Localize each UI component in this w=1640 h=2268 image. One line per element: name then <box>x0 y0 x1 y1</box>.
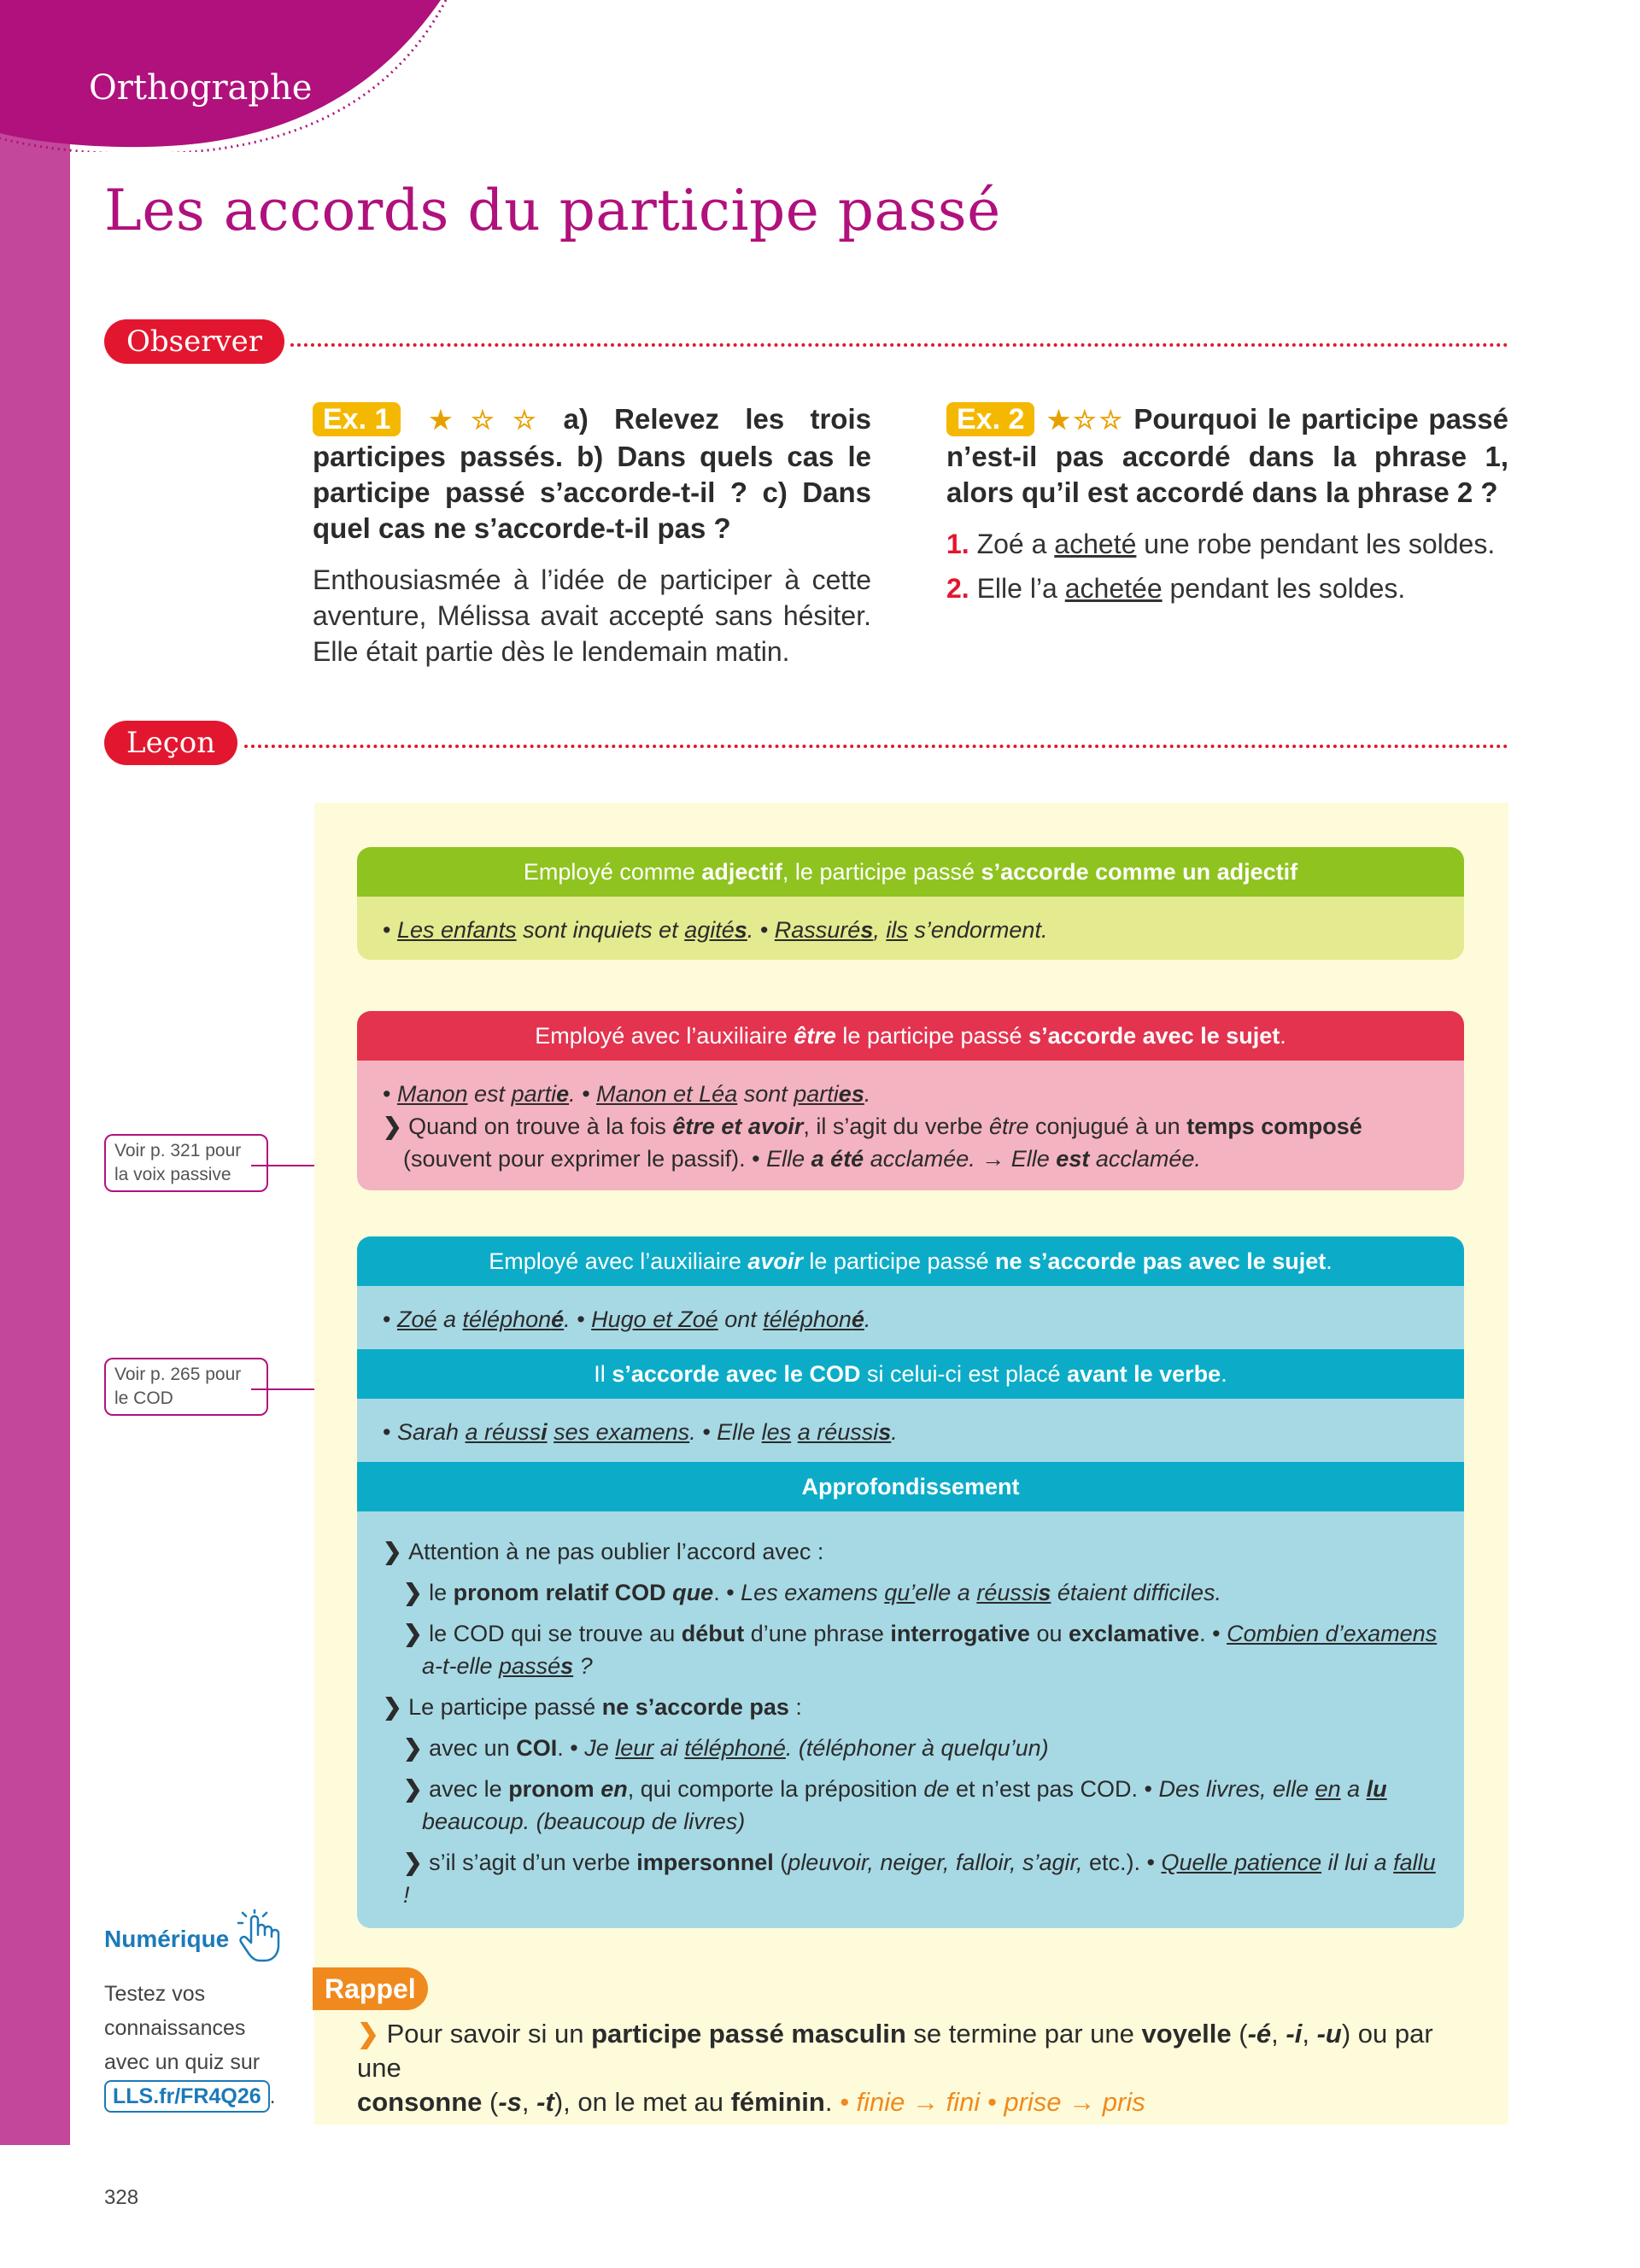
exercise-1-text: Enthousiasmée à l’idée de participer à cette aventure, Mélissa avait accepté sans hésiter. Elle était partie dès le lendemain matin. <box>313 564 871 667</box>
rappel-examples: • finie → fini • prise → pris <box>832 2087 1145 2117</box>
appro-line-3-cont: a-t-elle passés ? <box>422 1653 593 1679</box>
chevron-right-icon: ❯ <box>403 1580 430 1605</box>
lecon-divider <box>244 745 1508 748</box>
chevron-right-icon: ❯ <box>383 1694 409 1720</box>
appro-line-7: ❯ s’il s’agit d’un verbe impersonnel (pleuvoir, neiger, falloir, s’agir, etc.). • Quelle patience il lui a fallu ! <box>403 1850 1436 1908</box>
rule-adjectif <box>357 847 1464 960</box>
rappel-text: ❯ Pour savoir si un participe passé masculin se termine par une voyelle (-é, -i, -u) ou par une consonne (-s, -t), on le met au féminin. • finie → fini • prise → pris <box>357 2019 1433 2117</box>
observer-heading: Observer <box>104 319 284 364</box>
appro-line-4: ❯ Le participe passé ne s’accorde pas : <box>383 1694 802 1720</box>
chevron-right-icon: ❯ <box>403 1735 430 1761</box>
chevron-right-icon: ❯ <box>403 1776 430 1802</box>
chevron-right-icon: ❯ <box>403 1850 430 1875</box>
rule-adjectif-example: • Les enfants sont inquiets et agités. • Rassurés, ils s’endorment. <box>357 897 1464 960</box>
appro-line-3: ❯ le COD qui se trouve au début d’une phrase interrogative ou exclamative. • Combien d’examens <box>403 1621 1438 1646</box>
side-note-cod[interactable]: Voir p. 265 pour le COD <box>104 1358 268 1416</box>
rule-cod-example: • Sarah a réussi ses examens. • Elle les a réussis. <box>357 1399 1464 1462</box>
exercise-2-sentences <box>946 526 1508 606</box>
exercise-2-badge: Ex. 2 <box>946 402 1034 436</box>
appro-line-1: ❯ Attention à ne pas oublier l’accord avec : <box>383 1539 824 1564</box>
rule-etre-title: Employé avec l’auxiliaire être le participe passé s’accorde avec le sujet. <box>357 1011 1464 1061</box>
rule-etre-note-cont: (souvent pour exprimer le passif). • Elle a été acclamée. → Elle est acclamée. <box>403 1146 1201 1172</box>
side-note-voix-passive[interactable]: Voir p. 321 pour la voix passive <box>104 1134 268 1192</box>
chevron-right-icon: ❯ <box>383 1539 409 1564</box>
exercise-1 <box>313 401 871 669</box>
section-label: Orthographe <box>89 68 313 108</box>
chevron-right-icon: ❯ <box>357 2019 387 2049</box>
rule-etre-note: ❯ Quand on trouve à la fois être et avoir, il s’agit du verbe être conjugué à un temps composé <box>383 1114 1362 1139</box>
page-title: Les accords du participe passé <box>104 178 1001 243</box>
appro-line-6: ❯ avec le pronom en, qui comporte la préposition de et n’est pas COD. • Des livres, elle en a lu <box>403 1776 1387 1802</box>
numerique-block <box>104 1909 309 2113</box>
rule-avoir-title: Employé avec l’auxiliaire avoir le participe passé ne s’accorde pas avec le sujet. <box>357 1236 1464 1286</box>
numerique-title: Numérique <box>104 1925 230 1952</box>
page-number: 328 <box>104 2186 139 2209</box>
sentence-1: 1. Zoé a acheté une robe pendant les soldes. <box>946 529 1496 559</box>
side-note-connector <box>251 1388 314 1390</box>
pointer-hand-icon <box>236 1909 284 1968</box>
lecon-heading: Leçon <box>104 721 237 765</box>
exercise-2-question <box>946 401 1508 511</box>
quiz-link[interactable]: LLS.fr/FR4Q26 <box>104 2080 270 2113</box>
appro-line-5: ❯ avec un COI. • Je leur ai téléphoné. (téléphoner à quelqu’un) <box>403 1735 1049 1761</box>
star-icon: ★☆☆ <box>1045 406 1126 435</box>
exercise-2-question-text: Pourquoi le participe passé n’est-il pas accordé dans la phrase 1, alors qu’il est accordé dans la phrase 2 ? <box>946 403 1508 508</box>
approfondissement-title: Approfondissement <box>357 1462 1464 1511</box>
exercise-1-question <box>313 401 871 547</box>
exercise-2 <box>946 401 1508 606</box>
margin-bar <box>0 0 70 2145</box>
exercise-1-question-text: a) Relevez les trois participes passés. b) Dans quels cas le participe passé s’accorde-t-il ? c) Dans quel cas ne s’accorde-t-il pas ? <box>313 403 871 544</box>
chevron-right-icon: ❯ <box>383 1114 409 1139</box>
rule-avoir <box>357 1236 1464 1928</box>
rule-adjectif-title: Employé comme adjectif, le participe passé s’accorde comme un adjectif <box>357 847 1464 897</box>
rule-etre <box>357 1011 1464 1190</box>
sentence-2: 2. Elle l’a achetée pendant les soldes. <box>946 573 1406 604</box>
rule-avoir-example: • Zoé a téléphoné. • Hugo et Zoé ont téléphoné. <box>357 1286 1464 1349</box>
rappel-tag: Rappel <box>313 1967 428 2010</box>
exercise-1-badge: Ex. 1 <box>313 402 401 436</box>
numerique-text: Testez vos connaissances avec un quiz sur LLS.fr/FR4Q26 . <box>104 1977 309 2113</box>
side-note-connector <box>251 1165 314 1166</box>
appro-line-2: ❯ le pronom relatif COD que. • Les examens qu’elle a réussis étaient difficiles. <box>403 1580 1222 1605</box>
star-icon: ★☆☆ <box>411 406 555 435</box>
appro-line-6-cont: beaucoup. (beaucoup de livres) <box>422 1809 746 1834</box>
rule-cod-title: Il s’accorde avec le COD si celui-ci est placé avant le verbe. <box>357 1349 1464 1399</box>
rule-etre-body <box>357 1061 1464 1190</box>
chevron-right-icon: ❯ <box>403 1621 430 1646</box>
approfondissement-body <box>357 1511 1464 1928</box>
rule-etre-example: • Manon est partie. • Manon et Léa sont parties. <box>383 1081 871 1107</box>
observer-divider <box>290 343 1508 347</box>
